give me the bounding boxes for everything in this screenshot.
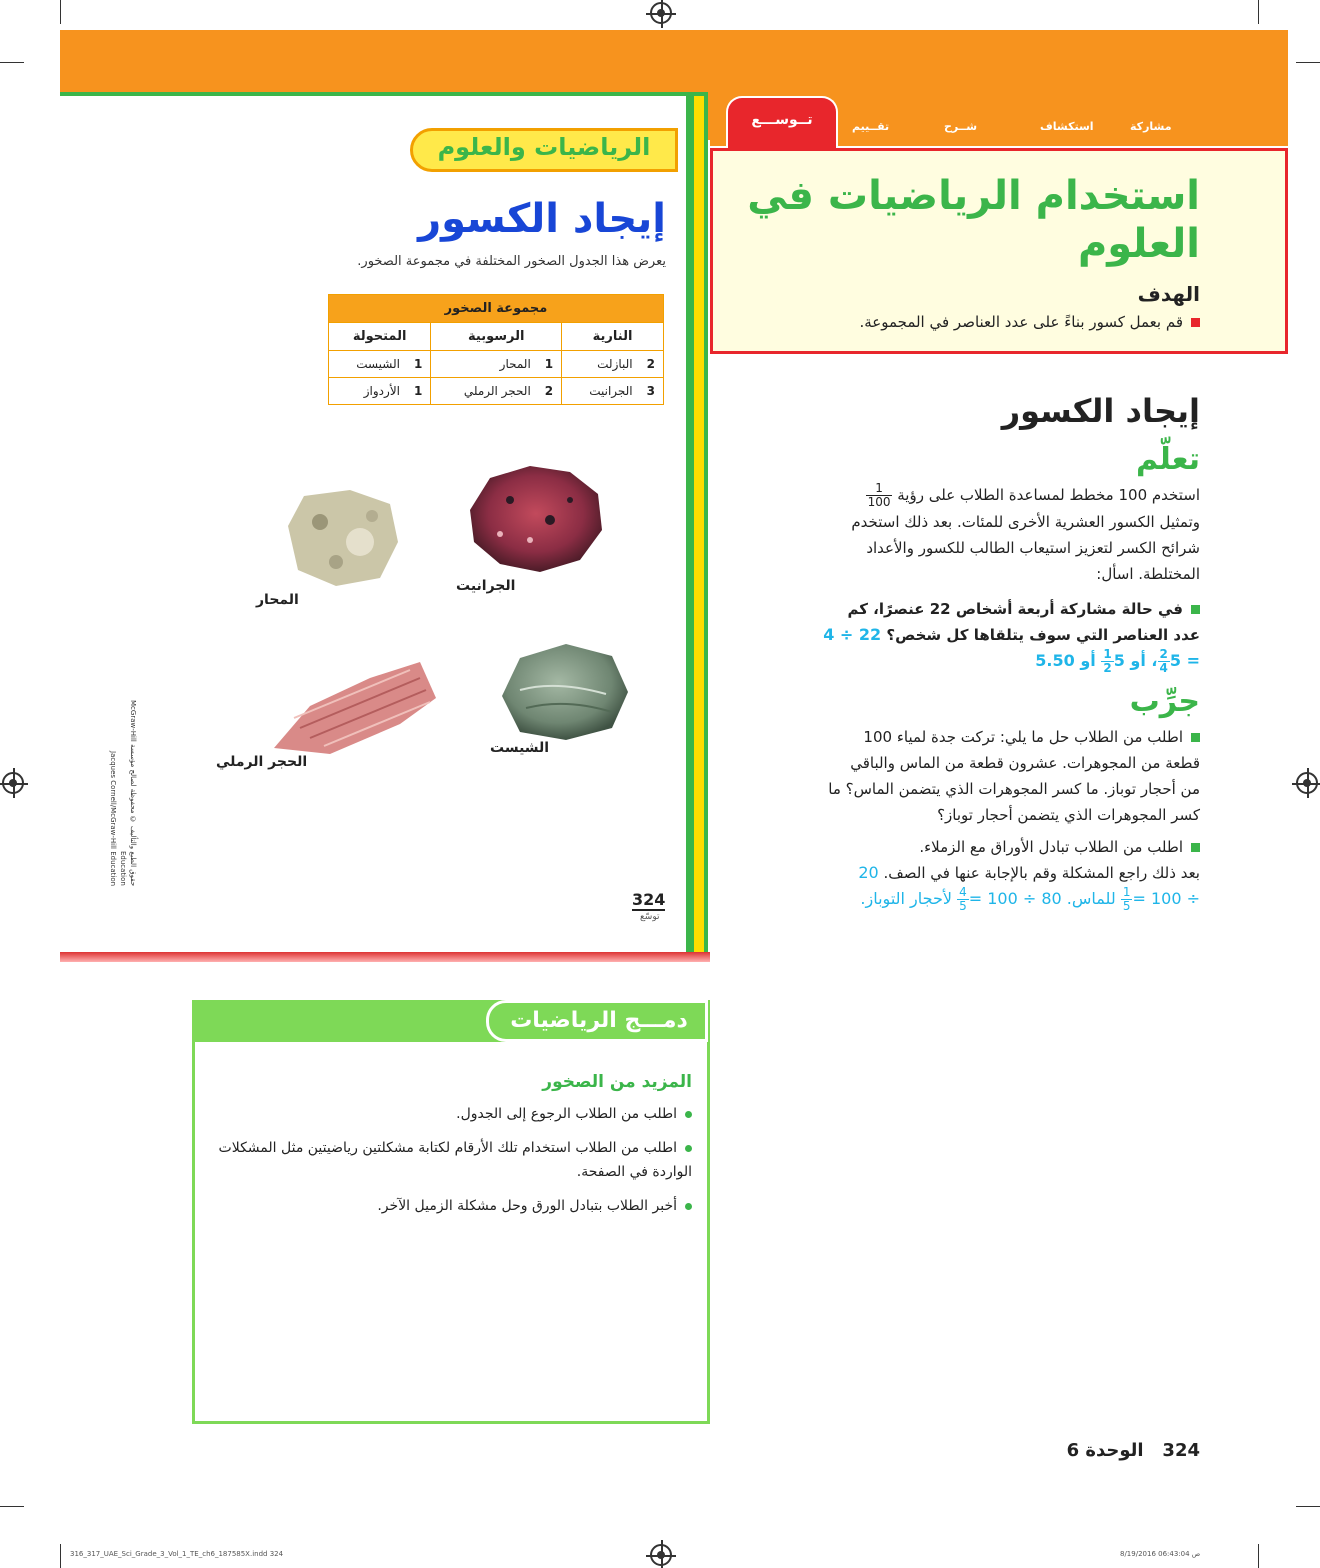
bullet-icon [1191,605,1200,614]
math-integration-list [212,1102,692,1228]
math-integration-label: دمـــج الرياضيات [510,1008,688,1033]
registration-mark-icon [2,772,24,794]
crop-mark [0,62,24,63]
student-page-number: 324 [632,890,666,909]
table-header: النارية [562,323,664,351]
fraction: $\frac{1}{100}$ [867,481,891,509]
schist-image [496,640,632,744]
tab-elaborate-label[interactable]: تــوســـع [751,112,813,128]
coquina-label: المحار [256,592,299,608]
fraction: $\frac{2}{4}$ [1159,647,1168,675]
bullet-icon [685,1203,692,1210]
section-title: إيجاد الكسور [1001,392,1200,430]
table-cell: 2الحجر الرملي [431,378,562,405]
bullet-icon [685,1145,692,1152]
footer-file-name: 316_317_UAE_Sci_Grade_3_Vol_1_TE_ch6_187585X.indd 324 [70,1550,284,1558]
table-cell: 1الأردواز [329,378,431,405]
crop-mark [1296,62,1320,63]
sandstone-image [270,658,440,758]
bullet-icon [1191,318,1200,327]
table-caption: مجموعة الصخور [329,295,664,323]
tab-explain[interactable]: شــرح [944,120,978,133]
try-title: جرِّب [1129,684,1200,719]
coquina-image [280,486,402,590]
footer-date: 8/19/2016 06:43:04 ص [1120,1550,1201,1558]
schist-label: الشيست [490,740,550,756]
subject-banner-label: الرياضيات والعلوم [437,133,651,161]
learn-paragraph: استخدم 100 مخطط لمساعدة الطلاب على رؤية $\frac{1}{100}$ وتمثيل الكسور العشرية الأخرى للمئات. بعد ذلك استخدم شرائح الكسر لتعزيز استيعاب الطالب للكسور والأعداد المختلطة. اسأل: [851,481,1200,583]
sandstone-label: الحجر الرملي [216,754,308,770]
fraction: $\frac{1}{2}$ [1103,647,1112,675]
registration-mark-icon [650,1544,672,1566]
student-page-section: توسّع [640,912,660,922]
tab-engage[interactable]: مشاركة [1130,120,1172,133]
tab-evaluate[interactable]: تقــييم [852,120,890,133]
granite-label: الجرانيت [456,578,516,594]
table-row [329,351,664,378]
list-item: أخبر الطلاب بتبادل الورق وحل مشكلة الزميل الآخر. [212,1194,692,1218]
registration-mark-icon [650,2,672,24]
crop-mark [1296,1506,1320,1507]
question-1: في حالة مشاركة أربعة أشخاص 22 عنصرًا، كم عدد العناصر التي سوف يتلقاها كل شخص؟ 22 ÷ 4 = 5 $\frac{2}{4}$ ، أو 5 $\frac{1}{2}$ أو 5.50 [823,600,1200,675]
rock-collection-table [328,294,664,405]
bullet-icon [1191,733,1200,742]
bullet-icon [1191,843,1200,852]
objective-label: الهدف [1137,282,1200,306]
objective-text: قم بعمل كسور بناءً على عدد العناصر في المجموعة. [740,313,1200,331]
list-item: اطلب من الطلاب استخدام تلك الأرقام لكتابة مشكلتين رياضيتين مثل المشكلات الواردة في الصفحة. [218,1140,692,1180]
tab-explore[interactable]: استكشاف [1040,120,1094,133]
page-side-stripe [694,96,704,954]
crop-mark [1258,1544,1259,1568]
try-item-1: اطلب من الطلاب حل ما يلي: تركت جدة لمياء 100 قطعة من المجوهرات. عشرون قطعة من الماس والباقي من أحجار توباز. ما كسر المجوهرات الذي يتضمن الماس؟ ما كسر المجوهرات الذي يتضمن أحجار توباز؟ [828,728,1200,824]
crop-mark [60,0,61,24]
bullet-icon [685,1111,692,1118]
photo-credit: حقوق الطبع والتأليف © محفوظة لصالح مؤسسة McGraw-Hill Education Jacques Cornell/McGraw-Hill Education [109,699,137,886]
crop-mark [60,1544,61,1568]
table-header: الرسوبية [431,323,562,351]
registration-mark-icon [1296,772,1318,794]
student-page-intro: يعرض هذا الجدول الصخور المختلفة في مجموعة الصخور. [357,254,666,269]
fraction: $\frac{4}{5}$ [959,885,967,913]
crop-mark [1258,0,1259,24]
table-cell: 1المحار [431,351,562,378]
table-header: المتحولة [329,323,431,351]
table-row [329,378,664,405]
try-item-2: اطلب من الطلاب تبادل الأوراق مع الزملاء. بعد ذلك راجع المشكلة وقم بالإجابة عنها في الصف. 20 ÷ 100 = $\frac{1}{5}$ للماس. 80 ÷ 100 = $\frac{4}{5}$ لأحجار التوباز. [858,838,1200,913]
list-item: اطلب من الطلاب الرجوع إلى الجدول. [212,1102,692,1126]
fraction: $\frac{1}{5}$ [1122,885,1131,913]
table-cell: 3الجرانيت [562,378,664,405]
page-side-stripe [686,96,694,954]
lesson-title: استخدام الرياضيات في العلوم [747,173,1200,267]
crop-mark [0,1506,24,1507]
student-page-title: إيجاد الكسور [418,196,666,242]
learn-title: تعلّم [1136,442,1200,477]
math-integration-subtitle: المزيد من الصخور [542,1072,692,1092]
table-cell: 1الشيست [329,351,431,378]
table-cell: 2البازلت [562,351,664,378]
footer-unit: 324 الوحدة 6 [1066,1440,1200,1461]
page-shadow [60,952,710,962]
granite-image [460,460,606,576]
